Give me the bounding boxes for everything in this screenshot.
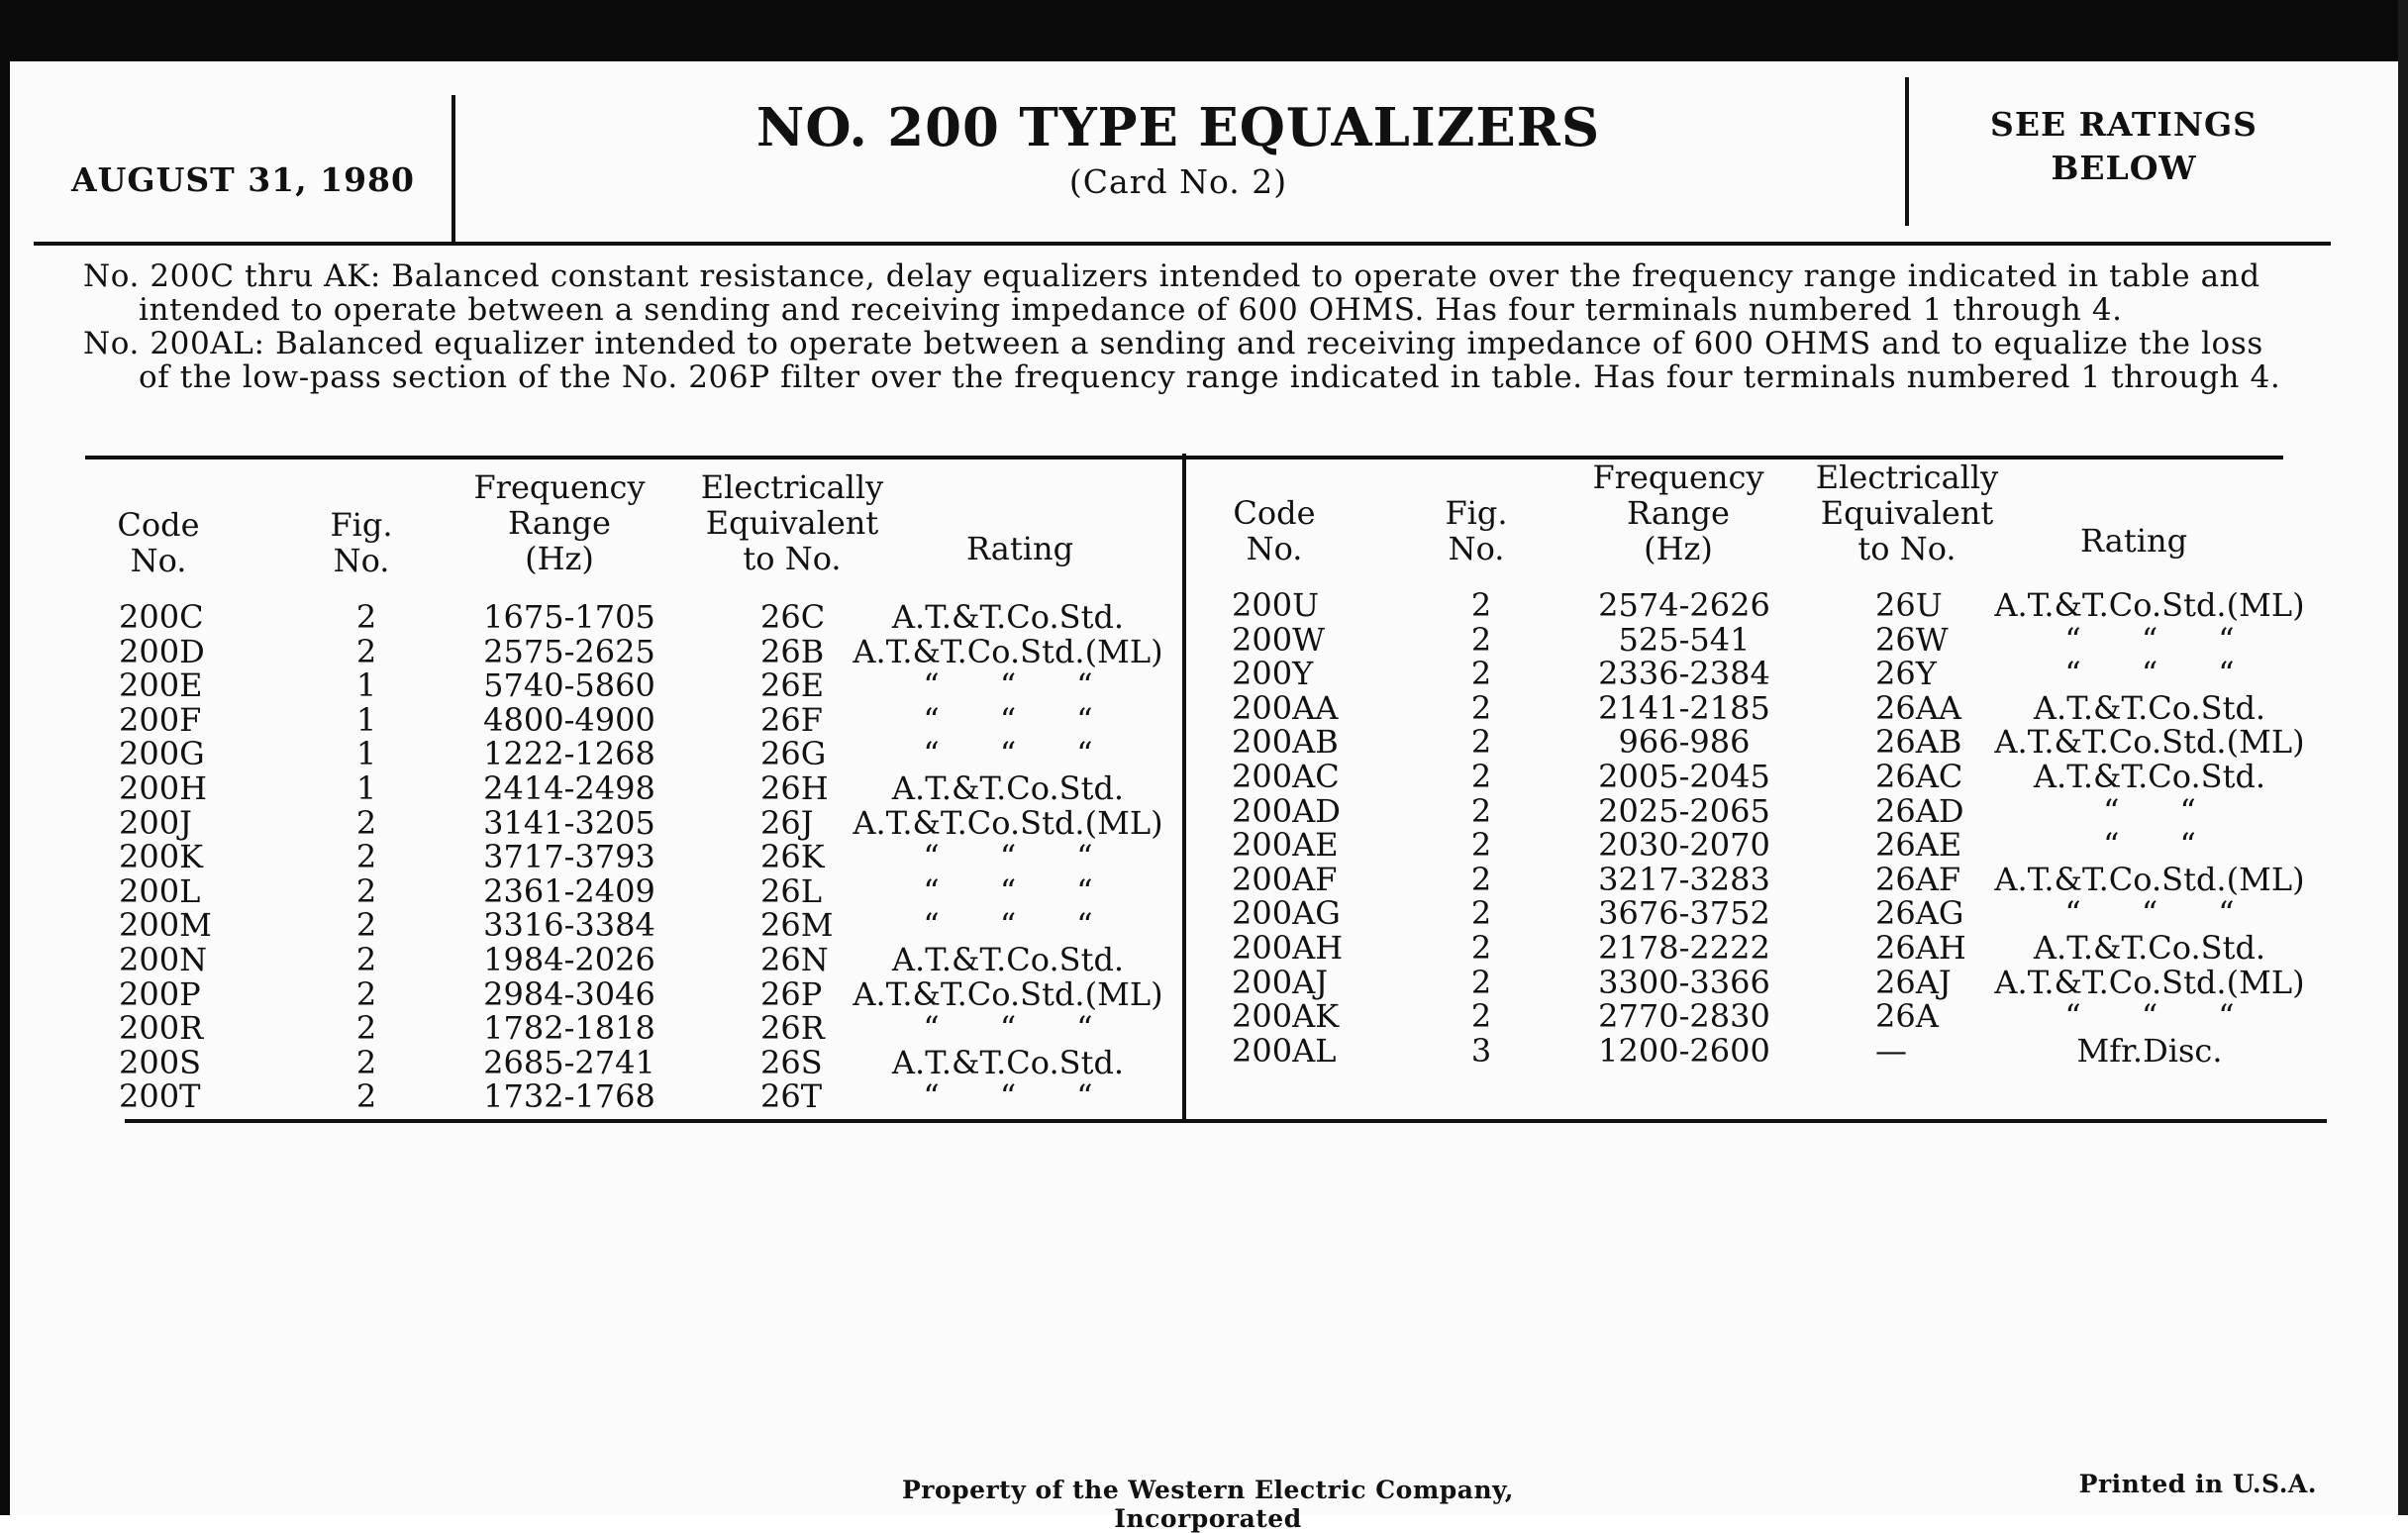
cell-freq: 1732-1768 [483,1077,655,1116]
cell-code: 200AG [1232,894,1341,933]
cell-rating: A.T.&T.Co.Std.(ML) [1994,963,2305,1001]
cell-rating: “ “ [2103,826,2196,865]
table-row [0,860,2408,898]
cell-freq: 966-986 [1618,723,1751,762]
table-row [0,997,2408,1036]
cell-rating: A.T.&T.Co.Std. [891,598,1125,636]
cell-code: 200AF [1232,860,1338,898]
header-rating: Rating [965,530,1074,567]
cell-fig: 2 [355,974,377,1013]
cell-rating: “ “ “ [2064,620,2235,659]
cell-freq: 3217-3283 [1598,860,1770,898]
card-number: (Card No. 2) [1068,162,1288,201]
cell-equiv: 26L [760,871,822,910]
table-row [0,588,2408,622]
cell-equiv: 26AE [1875,826,1962,865]
cell-code: 200AE [1232,826,1339,865]
header-freq-right: Frequency Range (Hz) [1592,459,1764,567]
cell-rating: “ “ “ [923,838,1093,876]
cell-rating: A.T.&T.Co.Std. [891,769,1125,807]
cell-rating: “ “ “ [2064,894,2235,933]
header-rule [34,242,2331,246]
cell-freq: 2414-2498 [483,769,655,807]
cell-freq: 525-541 [1618,620,1751,659]
cell-equiv: 26AH [1875,929,1966,967]
cell-code: 200Y [1232,655,1314,693]
cell-rating: A.T.&T.Co.Std.(ML) [1994,723,2305,762]
table-row [0,723,2408,762]
cell-fig: 2 [1470,929,1492,967]
cell-rating: A.T.&T.Co.Std. [2033,758,2266,795]
cell-freq: 2685-2741 [483,1043,655,1081]
cell-fig: 1 [355,700,377,739]
cell-rating: A.T.&T.Co.Std.(ML) [853,803,1163,842]
cell-code: 200E [119,666,203,705]
cell-code: 200AL [1232,1031,1337,1070]
cell-equiv: 26Y [1875,655,1937,693]
cell-freq: 3676-3752 [1598,894,1770,933]
cell-fig: 2 [355,803,377,842]
cell-rating: “ “ “ [2064,655,2235,693]
header-equiv-right: Electrically Equivalent to No. [1815,459,1999,567]
cell-rating: A.T.&T.Co.Std.(ML) [853,632,1163,670]
cell-rating: “ “ [2103,791,2196,830]
cell-equiv: 26A [1875,997,1939,1036]
cell-fig: 2 [355,871,377,910]
cell-code: 200F [119,700,202,739]
cell-fig: 2 [1470,723,1492,762]
cell-rating: Mfr.Disc. [2076,1031,2223,1070]
cell-equiv: 26AA [1875,688,1961,727]
cell-rating: A.T.&T.Co.Std.(ML) [1994,586,2305,624]
cell-fig: 2 [1470,860,1492,898]
cell-rating: “ “ “ [2064,997,2235,1036]
cell-fig: 1 [355,735,377,773]
header-freq: Frequency Range (Hz) [473,468,646,577]
cell-equiv: 26B [760,632,825,670]
header-divider-right [1905,77,1909,226]
ratings-note-line1: SEE RATINGS [1989,105,2258,144]
cell-equiv: 26G [760,735,827,773]
cell-code: 200AK [1232,997,1340,1036]
cell-code: 200G [119,735,205,773]
table-row [0,931,2408,965]
table-row [0,894,2408,933]
cell-equiv: 26AC [1875,758,1963,795]
ratings-note [1911,103,2337,190]
cell-fig: 2 [1470,997,1492,1036]
cell-freq: 2770-2830 [1598,997,1770,1036]
table-row [0,1077,2408,1116]
cell-equiv: 26K [760,838,825,876]
cell-fig: 2 [355,632,377,670]
cell-equiv: 26J [760,803,814,842]
cell-rating: A.T.&T.Co.Std. [2033,929,2266,967]
cell-code: 200AA [1232,688,1339,727]
cell-freq: 2030-2070 [1598,826,1770,865]
cell-freq: 2005-2045 [1598,758,1770,795]
cell-equiv: 26C [760,598,826,636]
header-code-right: Code No. [1233,494,1316,567]
table-row [0,826,2408,865]
cell-equiv: 26AD [1875,791,1964,830]
cell-equiv: 26U [1875,586,1943,624]
cell-fig: 2 [1470,586,1492,624]
cell-equiv: 26AJ [1875,963,1952,1001]
cell-freq: 1984-2026 [483,941,655,978]
cell-equiv: 26AF [1875,860,1961,898]
cell-freq: 1200-2600 [1598,1031,1770,1070]
cell-freq: 2361-2409 [483,871,655,910]
cell-freq: 2141-2185 [1598,688,1770,727]
cell-code: 200S [119,1043,201,1081]
header-fig-right: Fig. No. [1445,494,1508,567]
cell-equiv: 26H [760,769,829,807]
table-row [0,620,2408,659]
footer-property: Property of the Western Electric Company, Incorporated [901,1476,1514,1533]
cell-freq: 3141-3205 [483,803,655,842]
cell-freq: 2984-3046 [483,974,655,1013]
cell-code: 200T [119,1077,201,1116]
cell-rating: “ “ “ [923,666,1093,705]
cell-equiv: 26E [760,666,825,705]
cell-code: 200K [119,838,203,876]
cell-code: 200R [119,1009,204,1048]
cell-freq: 1675-1705 [483,598,655,636]
table-bottom-rule [125,1119,2327,1123]
cell-fig: 2 [1470,963,1492,1001]
cell-freq: 3316-3384 [483,906,655,945]
cell-rating: A.T.&T.Co.Std. [2033,688,2266,727]
cell-fig: 2 [355,1077,377,1116]
cell-rating: “ “ “ [923,906,1093,945]
cell-code: 200U [1232,586,1320,624]
cell-equiv: 26N [760,941,829,978]
cell-rating: A.T.&T.Co.Std.(ML) [1994,860,2305,898]
cell-fig: 2 [1470,655,1492,693]
cell-code: 200C [119,598,204,636]
cell-rating: A.T.&T.Co.Std.(ML) [853,974,1163,1013]
table-row [0,791,2408,830]
cell-fig: 2 [355,598,377,636]
cell-freq: 2574-2626 [1598,586,1770,624]
scan-border-top [0,0,2408,61]
header-code: Code No. [117,506,200,579]
cell-equiv: 26R [760,1009,825,1048]
cell-rating: “ “ “ [923,871,1093,910]
cell-freq: 1222-1268 [483,735,655,773]
cell-code: 200N [119,941,208,978]
cell-freq: 4800-4900 [483,700,655,739]
cell-code: 200AC [1232,758,1340,795]
cell-fig: 1 [355,666,377,705]
cell-freq: 2336-2384 [1598,655,1770,693]
description-para-1: No. 200C thru AK: Balanced constant resistance, delay equalizers intended to operate over the frequency range indicated in table and intended to operate between a sending and receiving impedance of 600 OHMS. Has four terminals numbered 1 through 4. [83,258,2260,328]
cell-code: 200AH [1232,929,1344,967]
cell-rating: A.T.&T.Co.Std. [891,1043,1125,1081]
cell-code: 200AB [1232,723,1339,762]
cell-code: 200H [119,769,207,807]
cell-fig: 2 [1470,894,1492,933]
cell-code: 200W [1232,620,1325,659]
card-date: AUGUST 31, 1980 [71,160,415,199]
cell-freq: 5740-5860 [483,666,655,705]
cell-code: 200AD [1232,791,1341,830]
description [83,259,2291,394]
cell-code: 200M [119,906,212,945]
cell-fig: 2 [1470,688,1492,727]
cell-fig: 2 [355,906,377,945]
table-row [0,655,2408,693]
cell-rating: A.T.&T.Co.Std. [891,941,1125,978]
table-row [0,963,2408,1001]
cell-fig: 2 [355,1009,377,1048]
cell-equiv: 26P [760,974,823,1013]
cell-freq: 2575-2625 [483,632,655,670]
cell-fig: 2 [1470,758,1492,795]
header-equiv: Electrically Equivalent to No. [700,468,884,577]
cell-fig: 2 [355,941,377,978]
cell-fig: 3 [1470,1031,1492,1070]
cell-equiv: 26W [1875,620,1949,659]
ratings-note-line2: BELOW [2051,149,2197,187]
cell-code: 200P [119,974,201,1013]
page-title: NO. 200 TYPE EQUALIZERS [755,97,1601,158]
cell-code: 200L [119,871,201,910]
cell-fig: 2 [355,838,377,876]
cell-code: 200J [119,803,192,842]
description-para-2: No. 200AL: Balanced equalizer intended to operate between a sending and receiving impedance of 600 OHMS and to equalize the loss of the low-pass section of the No. 206P filter over the frequency range indicated in table. Has four terminals numbered 1 through 4. [83,326,2281,395]
cell-freq: 2025-2065 [1598,791,1770,830]
footer-printed: Printed in U.S.A. [2078,1470,2317,1498]
cell-rating: “ “ “ [923,1009,1093,1048]
table-row [0,1031,2408,1070]
cell-fig: 1 [355,769,377,807]
cell-code: 200D [119,632,205,670]
cell-rating: “ “ “ [923,700,1093,739]
cell-fig: 2 [1470,620,1492,659]
cell-fig: 2 [1470,791,1492,830]
header-fig: Fig. No. [330,506,393,579]
cell-freq: 1782-1818 [483,1009,655,1048]
cell-rating: “ “ “ [923,735,1093,773]
cell-freq: 3300-3366 [1598,963,1770,1001]
cell-equiv: 26F [760,700,823,739]
cell-fig: 2 [1470,826,1492,865]
table-row [0,688,2408,727]
header-rating-right: Rating [2079,522,2188,560]
cell-equiv: 26M [760,906,834,945]
cell-equiv: — [1875,1031,1907,1070]
cell-equiv: 26S [760,1043,823,1081]
cell-equiv: 26AB [1875,723,1962,762]
cell-fig: 2 [355,1043,377,1081]
cell-equiv: 26AG [1875,894,1964,933]
cell-code: 200AJ [1232,963,1329,1001]
cell-freq: 3717-3793 [483,838,655,876]
cell-equiv: 26T [760,1077,823,1116]
cell-rating: “ “ “ [923,1077,1093,1116]
cell-freq: 2178-2222 [1598,929,1770,967]
table-row [0,760,2408,793]
